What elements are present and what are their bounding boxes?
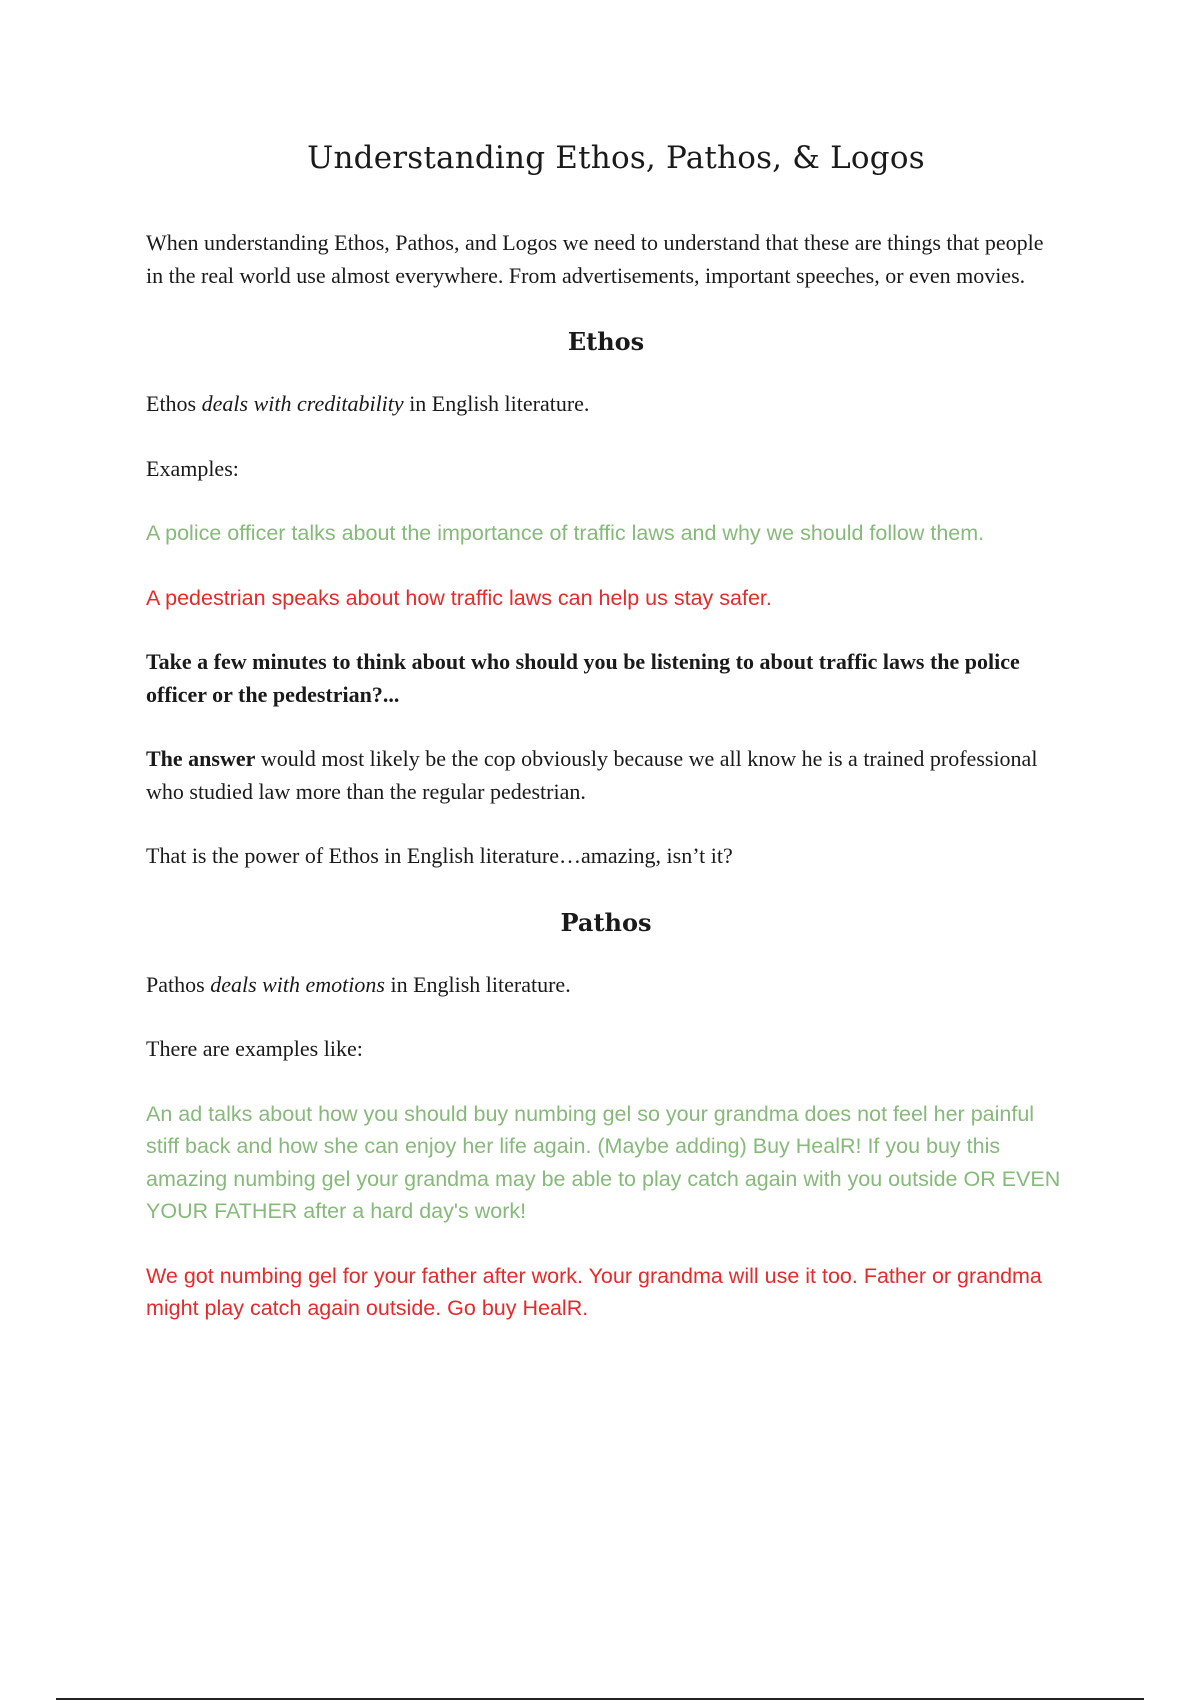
pathos-example-flat: We got numbing gel for your father after work. Your grandma will use it too. Father or grandma might play catch again outside. Go buy HealR.	[146, 1263, 1042, 1320]
pathos-definition-emphasis: deals with emotions	[210, 971, 385, 997]
ethos-answer	[146, 743, 1066, 808]
pathos-definition-suffix: in English literature.	[384, 971, 571, 997]
pathos-definition	[146, 969, 1066, 1002]
intro-paragraph: When understanding Ethos, Pathos, and Logos we need to understand that these are things that people in the real world use almost everywhere. From advertisements, important speeches, or even movies.	[146, 230, 1044, 288]
ethos-definition-suffix: in English literature.	[403, 391, 590, 416]
pathos-example-emotional: An ad talks about how you should buy numbing gel so your grandma does not feel her painful stiff back and how she can enjoy her life again. (Maybe adding) Buy HealR! If you buy this amazing numbing gel your grandma may be able to play catch again with you outside OR EVEN YOUR FATHER after a hard day's work!	[146, 1101, 1061, 1223]
page-title: Understanding Ethos, Pathos, & Logos	[307, 140, 925, 176]
ethos-reflection-prompt: Take a few minutes to think about who should you be listening to about traffic laws the police officer or the pedestrian?...	[146, 649, 1020, 707]
pathos-definition-prefix: Pathos	[146, 971, 211, 997]
ethos-answer-rest: would most likely be the cop obviously because we all know he is a trained professional who studied law more than the regular pedestrian.	[146, 746, 1038, 804]
ethos-heading: Ethos	[567, 327, 645, 356]
ethos-example-noncredible: A pedestrian speaks about how traffic laws can help us stay safer.	[146, 585, 772, 610]
ethos-definition-prefix: Ethos	[146, 391, 202, 416]
document-body	[146, 227, 1066, 1357]
ethos-closing: That is the power of Ethos in English literature…amazing, isn’t it?	[146, 843, 733, 868]
pathos-heading: Pathos	[560, 907, 652, 937]
pathos-examples-label: There are examples like:	[146, 1036, 363, 1061]
ethos-answer-lead: The answer	[146, 746, 256, 771]
ethos-examples-label: Examples:	[146, 455, 239, 481]
ethos-definition	[146, 388, 1066, 421]
ethos-definition-emphasis: deals with creditability	[201, 391, 404, 416]
ethos-example-credible: A police officer talks about the importance of traffic laws and why we should follow them.	[146, 521, 985, 545]
